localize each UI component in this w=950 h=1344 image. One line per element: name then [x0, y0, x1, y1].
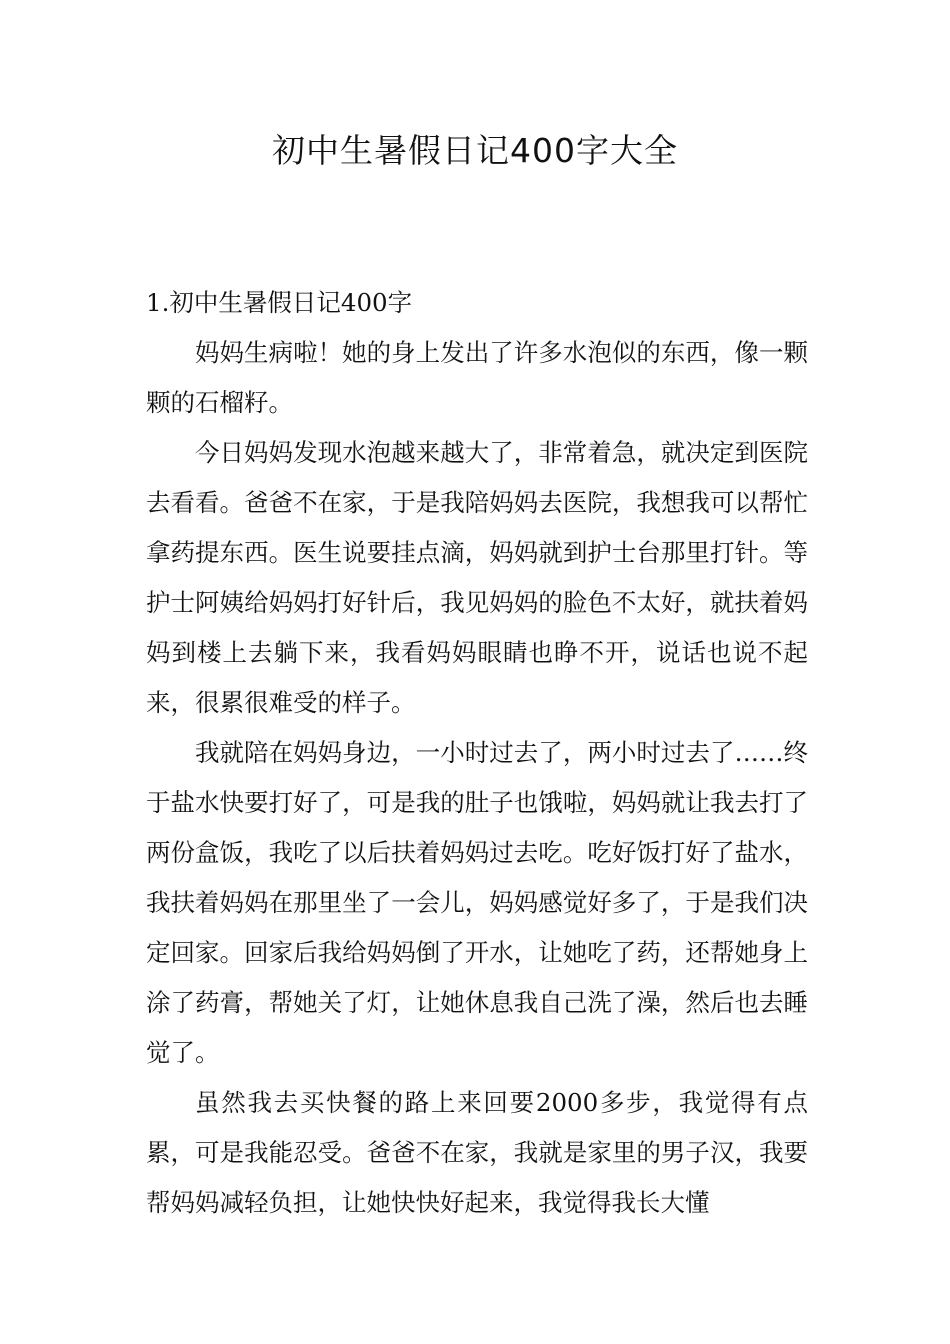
paragraph: 今日妈妈发现水泡越来越大了，非常着急，就决定到医院去看看。爸爸不在家，于是我陪妈妈去医院，我想我可以帮忙拿药提东西。医生说要挂点滴，妈妈就到护士台那里打针。等护士阿姨给妈妈打好针后，我见妈妈的脸色不太好，就扶着妈妈到楼上去躺下来，我看妈妈眼睛也睁不开，说话也说不起来，很累很难受的样子。: [146, 438, 808, 717]
paragraph: 虽然我去买快餐的路上来回要2000多步，我觉得有点累，可是我能忍受。爸爸不在家，我就是家里的男子汉，我要帮妈妈减轻负担，让她快快好起来，我觉得我长大懂: [146, 1088, 808, 1217]
document-title: 初中生暑假日记400字大全: [272, 131, 678, 170]
paragraph: 妈妈生病啦！她的身上发出了许多水泡似的东西，像一颗颗的石榴籽。: [146, 338, 808, 417]
section-heading: 1.初中生暑假日记400字: [146, 288, 413, 317]
document-body: [146, 278, 808, 1228]
paragraph: 我就陪在妈妈身边，一小时过去了，两小时过去了……终于盐水快要打好了，可是我的肚子也饿啦，妈妈就让我去打了两份盒饭，我吃了以后扶着妈妈过去吃。吃好饭打好了盐水，我扶着妈妈在那里坐了一会儿，妈妈感觉好多了，于是我们决定回家。回家后我给妈妈倒了开水，让她吃了药，还帮她身上涂了药膏，帮她关了灯，让她休息我自己洗了澡，然后也去睡觉了。: [146, 738, 808, 1067]
